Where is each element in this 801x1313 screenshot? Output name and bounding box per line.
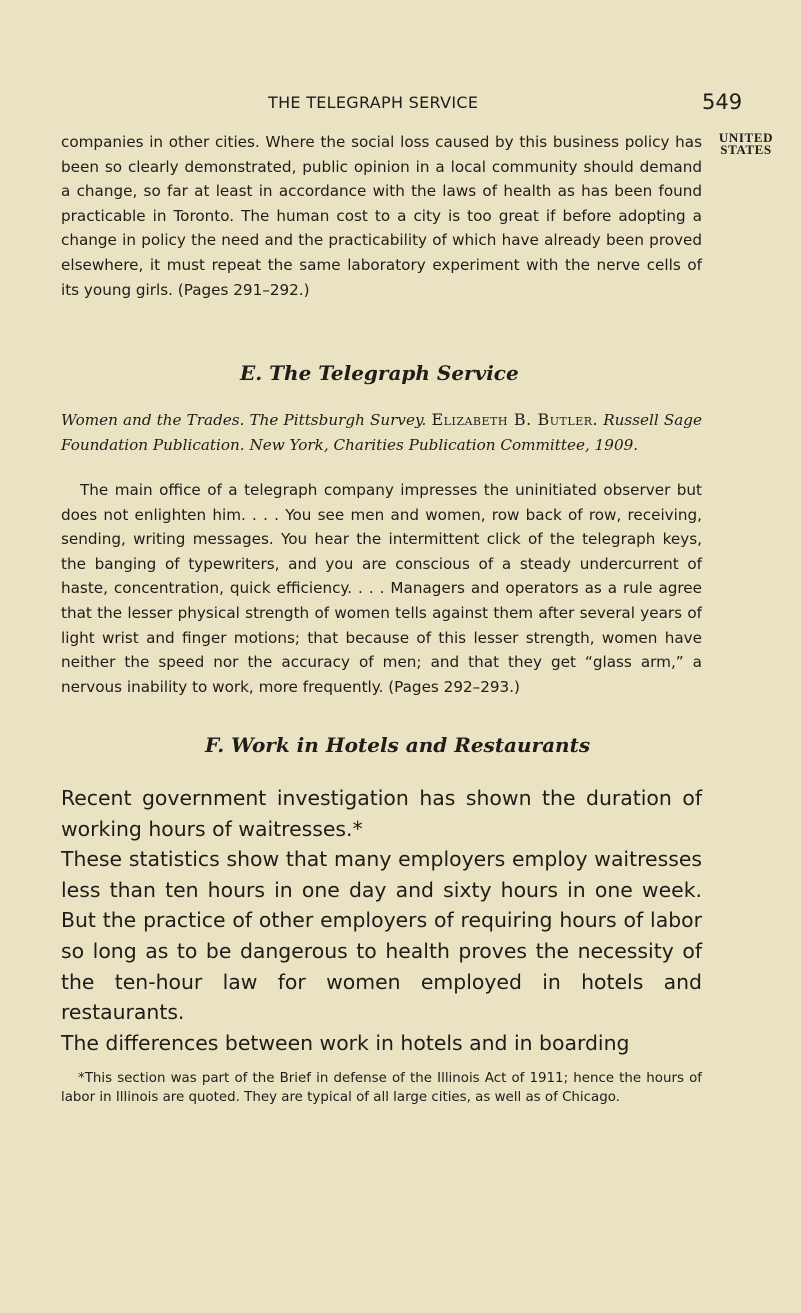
large-paragraph-1: Recent government investigation has shown the duration of working hours of waitresses.* — [61, 786, 702, 841]
margin-note-line-1: UNITED — [718, 130, 774, 145]
section-f-heading: F. Work in Hotels and Restaurants — [205, 733, 591, 757]
large-text-block — [61, 783, 702, 1058]
footnote: *This section was part of the Brief in defense of the Illinois Act of 1911; hence the hours of labor in Illinois are quoted. They are typical of all large cities, as well as of Chicago. — [61, 1071, 702, 1105]
margin-note-line-2: STATES — [720, 142, 772, 157]
running-head: THE TELEGRAPH SERVICE — [268, 93, 479, 112]
large-paragraph-2: These statistics show that many employers employ waitresses less than ten hours in one day and sixty hours in one week. But the practice of other employers of requiring hours of labor so long as to be dangerous to health proves the necessity of the ten-hour law for women employed in hotels and restaurants. — [61, 847, 702, 1025]
citation — [61, 408, 702, 457]
citation-title: Women and the Trades. The Pittsburgh Survey. — [61, 411, 427, 429]
paragraph-1: companies in other cities. Where the social loss caused by this business policy has been so clearly demonstrated, public opinion in a local community should demand a change, so far at least in accordance with the laws of health as has been found practicable in Toronto. The human cost to a city is too great if before adopting a change in policy the need and the practicability of which have already been proved elsewhere, it must repeat the same laboratory experiment with the nerve cells of its young girls. (Pages 291–292.) — [61, 133, 702, 299]
section-e-heading: E. The Telegraph Service — [240, 361, 519, 385]
citation-publication: Russell Sage Foundation Publication. New York, Charities Publication Committee, 1909. — [61, 411, 703, 454]
paragraph-2: The main office of a telegraph company impresses the uninitiated observer but does not enlighten him. . . . You see men and women, row back of row, receiving, sending, writing messages. You hear the intermittent click of the telegraph keys, the banging of typewriters, and you are conscious of a steady undercurrent of haste, concentration, quick efficiency. . . . Managers and operators as a rule agree that the lesser physical strength of women tells against them after several years of light wrist and finger motions; that because of this lesser strength, women have neither the speed nor the accuracy of men; and that they get “glass arm,” a nervous inability to work, more frequently. (Pages 292–293.) — [61, 481, 702, 696]
margin-note — [706, 132, 786, 156]
page-number: 549 — [702, 90, 743, 114]
citation-author: Elizabeth B. Butler. — [431, 410, 599, 429]
large-paragraph-3: The differences between work in hotels and in boarding — [61, 1030, 630, 1055]
